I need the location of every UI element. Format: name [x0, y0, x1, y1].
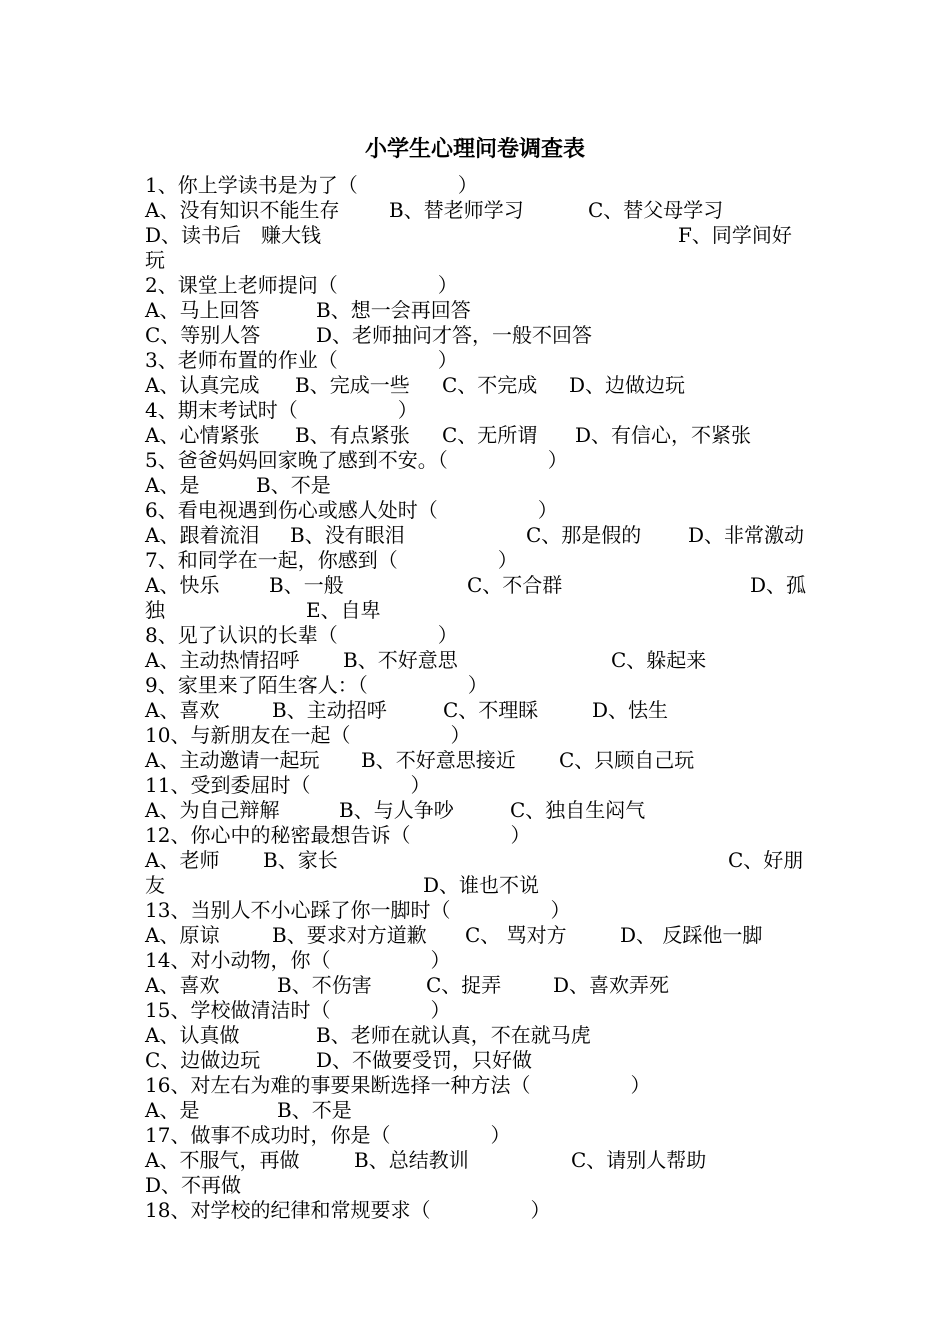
option-text: B、完成一些: [295, 373, 410, 397]
option-text: B、主动招呼: [272, 698, 387, 722]
line-text: C、边做边玩: [145, 1048, 261, 1072]
line-text: A、主动邀请一起玩: [145, 748, 320, 772]
line-text: A、喜欢: [145, 698, 220, 722]
option-text: D、孤: [750, 573, 807, 597]
option-text: E、自卑: [306, 598, 381, 622]
line-text: 2、课堂上老师提问（ ）: [145, 273, 458, 297]
option-text: B、老师在就认真，不在就马虎: [316, 1023, 591, 1047]
option-text: B、不是: [277, 1098, 352, 1122]
option-text: B、不是: [256, 473, 331, 497]
option-text: C、请别人帮助: [571, 1148, 707, 1172]
line-text: A、是: [145, 473, 200, 497]
option-text: D、边做边玩: [569, 373, 686, 397]
line-text: 玩: [145, 248, 165, 272]
option-text: B、家长: [263, 848, 338, 872]
line-text: 15、学校做清洁时（ ）: [145, 998, 451, 1022]
option-text: B、要求对方道歉: [272, 923, 427, 947]
option-text: B、与人争吵: [339, 798, 454, 822]
line-text: 12、你心中的秘密最想告诉（ ）: [145, 823, 531, 847]
line-text: A、原谅: [145, 923, 220, 947]
line-text: 13、当别人不小心踩了你一脚时（ ）: [145, 898, 571, 922]
option-text: D、有信心，不紧张: [575, 423, 752, 447]
line-text: 7、和同学在一起，你感到（ ）: [145, 548, 518, 572]
option-text: B、不好意思: [343, 648, 458, 672]
document-title: 小学生心理问卷调查表: [364, 136, 585, 162]
line-text: 5、爸爸妈妈回家晚了感到不安。（ ）: [145, 448, 568, 472]
option-text: B、有点紧张: [295, 423, 410, 447]
line-text: D、不再做: [145, 1173, 242, 1197]
line-text: 4、期末考试时（ ）: [145, 398, 418, 422]
line-text: 16、对左右为难的事要果断选择一种方法（ ）: [145, 1073, 651, 1097]
line-text: 独: [145, 598, 165, 622]
line-text: 友: [145, 873, 165, 897]
line-text: 10、与新朋友在一起（ ）: [145, 723, 471, 747]
option-text: C、替父母学习: [588, 198, 724, 222]
option-text: B、一般: [269, 573, 344, 597]
line-text: A、心情紧张: [145, 423, 260, 447]
option-text: D、老师抽问才答，一般不回答: [316, 323, 593, 347]
option-text: C、那是假的: [526, 523, 642, 547]
line-text: A、老师: [145, 848, 220, 872]
option-text: C、捉弄: [426, 973, 502, 997]
line-text: 11、受到委屈时（ ）: [145, 773, 431, 797]
option-text: C、只顾自己玩: [559, 748, 695, 772]
line-text: A、为自己辩解: [145, 798, 280, 822]
line-text: A、没有知识不能生存: [145, 198, 340, 222]
option-text: B、替老师学习: [389, 198, 524, 222]
line-text: A、马上回答: [145, 298, 260, 322]
option-text: B、总结教训: [354, 1148, 469, 1172]
line-text: D、读书后 赚大钱: [145, 223, 322, 247]
option-text: D、怯生: [592, 698, 669, 722]
option-text: D、喜欢弄死: [553, 973, 670, 997]
option-text: C、无所谓: [442, 423, 538, 447]
line-text: 14、对小动物，你（ ）: [145, 948, 451, 972]
line-text: 9、家里来了陌生客人：（ ）: [145, 673, 488, 697]
line-text: A、认真做: [145, 1023, 240, 1047]
line-text: A、是: [145, 1098, 200, 1122]
line-text: C、等别人答: [145, 323, 261, 347]
line-text: A、主动热情招呼: [145, 648, 300, 672]
line-text: 18、对学校的纪律和常规要求（ ）: [145, 1198, 551, 1222]
option-text: D、非常激动: [688, 523, 805, 547]
line-text: 17、做事不成功时，你是（ ）: [145, 1123, 511, 1147]
line-text: A、快乐: [145, 573, 220, 597]
line-text: A、跟着流泪: [145, 523, 260, 547]
line-text: A、喜欢: [145, 973, 220, 997]
option-text: C、 骂对方: [465, 923, 567, 947]
option-text: B、没有眼泪: [290, 523, 405, 547]
option-text: D、谁也不说: [423, 873, 540, 897]
option-text: C、躲起来: [611, 648, 707, 672]
line-text: 3、老师布置的作业（ ）: [145, 348, 458, 372]
option-text: F、同学间好: [678, 223, 792, 247]
line-text: 8、见了认识的长辈（ ）: [145, 623, 458, 647]
option-text: D、不做要受罚，只好做: [316, 1048, 533, 1072]
option-text: C、不合群: [467, 573, 563, 597]
option-text: B、不伤害: [277, 973, 372, 997]
option-text: D、 反踩他一脚: [620, 923, 763, 947]
line-text: A、认真完成: [145, 373, 260, 397]
line-text: A、不服气，再做: [145, 1148, 300, 1172]
option-text: C、独自生闷气: [510, 798, 646, 822]
option-text: C、不理睬: [443, 698, 539, 722]
option-text: B、想一会再回答: [316, 298, 471, 322]
option-text: C、好朋: [728, 848, 804, 872]
line-text: 1、你上学读书是为了（ ）: [145, 173, 478, 197]
option-text: C、不完成: [442, 373, 538, 397]
line-text: 6、看电视遇到伤心或感人处时（ ）: [145, 498, 558, 522]
option-text: B、不好意思接近: [361, 748, 516, 772]
